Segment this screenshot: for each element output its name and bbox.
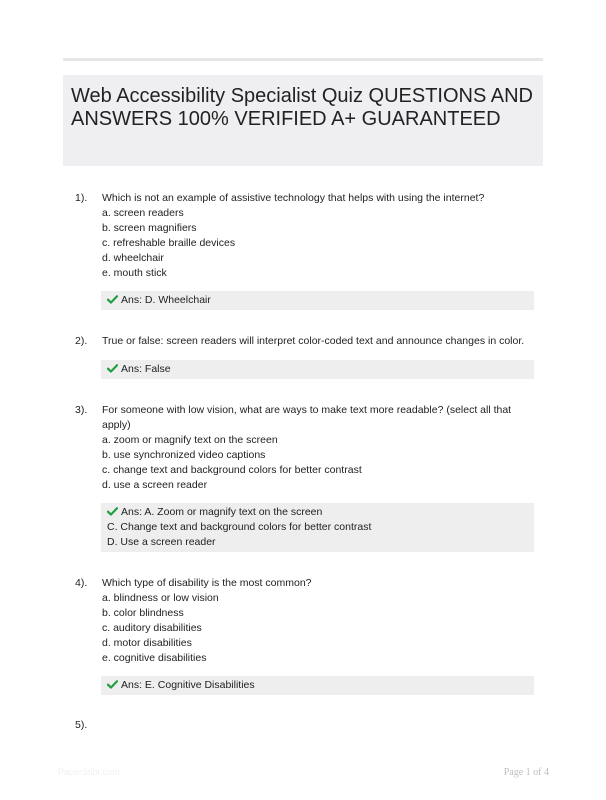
answer-text: Ans: A. Zoom or magnify text on the screen	[121, 506, 323, 518]
question-body	[102, 576, 542, 666]
question-number: 1).	[75, 192, 88, 204]
title-box	[63, 75, 543, 166]
footer-page-number: Page 1 of 4	[503, 767, 549, 778]
option: b. screen magnifiers	[102, 222, 197, 234]
check-icon	[107, 295, 118, 304]
option: e. mouth stick	[102, 267, 167, 279]
question-text: Which type of disability is the most common?	[102, 577, 312, 589]
option: c. change text and background colors for better contrast	[102, 464, 362, 476]
option: c. auditory disabilities	[102, 622, 202, 634]
answer-line	[107, 362, 528, 377]
question-text: For someone with low vision, what are ways to make text more readable? (select all that apply)	[102, 404, 512, 431]
option: d. motor disabilities	[102, 637, 192, 649]
question-body	[102, 191, 542, 281]
option: d. wheelchair	[102, 252, 164, 264]
answer-line	[107, 505, 528, 520]
question-number: 2).	[75, 335, 88, 347]
question-number: 3).	[75, 404, 88, 416]
question-text: Which is not an example of assistive technology that helps with using the internet?	[102, 192, 485, 204]
answer-line	[107, 678, 528, 693]
question-body	[102, 403, 542, 493]
question-text: True or false: screen readers will interpret color-coded text and announce changes in color.	[102, 335, 525, 347]
option: c. refreshable braille devices	[102, 237, 236, 249]
option: e. cognitive disabilities	[102, 652, 207, 664]
option: b. color blindness	[102, 607, 184, 619]
answer-line: C. Change text and background colors for better contrast	[107, 521, 372, 533]
answer-text: Ans: E. Cognitive Disabilities	[121, 679, 255, 691]
footer-site: PaperStibt.com	[58, 767, 120, 777]
answer-box	[101, 503, 534, 552]
answer-box	[101, 676, 534, 695]
option: b. use synchronized video captions	[102, 449, 266, 461]
option: d. use a screen reader	[102, 479, 208, 491]
check-icon	[107, 507, 118, 516]
question-number: 4).	[75, 577, 88, 589]
answer-box	[101, 360, 534, 379]
top-divider	[63, 58, 543, 61]
option: a. screen readers	[102, 207, 184, 219]
answer-line: D. Use a screen reader	[107, 536, 216, 548]
answer-text: Ans: D. Wheelchair	[121, 294, 211, 306]
question-body	[102, 334, 542, 349]
option: a. zoom or magnify text on the screen	[102, 434, 278, 446]
question-number: 5).	[75, 719, 88, 731]
option: a. blindness or low vision	[102, 592, 219, 604]
page-title: Web Accessibility Specialist Quiz QUESTIONS AND ANSWERS 100% VERIFIED A+ GUARANTEED	[71, 85, 533, 130]
check-icon	[107, 680, 118, 689]
answer-line	[107, 293, 528, 308]
answer-box	[101, 291, 534, 310]
answer-text: Ans: False	[121, 363, 171, 375]
check-icon	[107, 364, 118, 373]
